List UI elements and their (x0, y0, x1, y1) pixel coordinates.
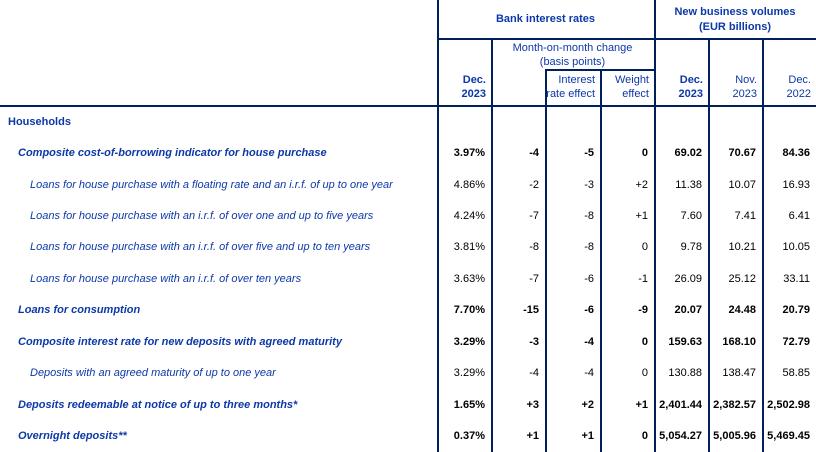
row-label: Households (8, 115, 71, 128)
column-header-volumes-nov-2023 (708, 74, 762, 101)
data-cell: +1 (581, 430, 594, 443)
row-label: Composite cost-of-borrowing indicator for house purchase (18, 147, 327, 160)
data-cell: 2,382.57 (713, 398, 756, 411)
data-cell: 3.97% (453, 147, 485, 160)
column-header-rate-dec-2023 (437, 74, 491, 101)
data-cell: 10.05 (782, 241, 810, 254)
group-header-new-business-volumes (655, 5, 815, 35)
data-cell: 2,502.98 (767, 398, 810, 411)
data-cell: 11.38 (675, 178, 702, 191)
data-cell: 138.47 (722, 367, 756, 380)
data-cell: -8 (584, 210, 594, 223)
table-row (0, 106, 816, 137)
column-header-line: 2022 (786, 87, 811, 100)
data-cell: 20.79 (782, 304, 810, 317)
data-cell: 84.36 (782, 147, 810, 160)
data-cell: 168.10 (722, 335, 756, 348)
column-header-line: Dec. (679, 74, 703, 86)
column-header-line: Dec. (788, 74, 811, 86)
table-row (0, 389, 816, 420)
column-header-line: Nov. (735, 74, 757, 86)
data-cell: +3 (526, 398, 539, 411)
data-cell: -6 (584, 272, 594, 285)
data-cell: 3.81% (453, 241, 485, 254)
data-cell: 26.09 (674, 272, 702, 285)
data-cell: 69.02 (674, 147, 702, 160)
data-cell: +1 (635, 210, 648, 223)
data-cell: -2 (529, 178, 539, 191)
table-rows (0, 106, 816, 452)
table-row (0, 420, 816, 451)
data-cell: 0 (641, 241, 648, 254)
data-cell: -4 (584, 367, 594, 380)
data-cell: 4.86% (453, 178, 485, 191)
group-header-bank-interest-rates: Bank interest rates (495, 13, 596, 25)
data-cell: +2 (635, 178, 648, 191)
data-cell: 0 (641, 335, 648, 348)
column-header-line: 2023 (678, 87, 703, 100)
data-cell: 2,401.44 (659, 398, 702, 411)
data-cell: 24.48 (728, 304, 756, 317)
data-cell: -7 (529, 272, 539, 285)
table-row (0, 200, 816, 231)
data-cell: 7.41 (734, 210, 756, 223)
data-cell: -8 (529, 241, 539, 254)
data-cell: 3.29% (453, 367, 485, 380)
table-row (0, 295, 816, 326)
column-header-line: Interest (558, 74, 595, 86)
data-cell: 5,005.96 (713, 430, 756, 443)
data-cell: -4 (529, 367, 539, 380)
data-cell: -3 (584, 178, 594, 191)
data-cell: -6 (584, 304, 594, 317)
row-label: Loans for house purchase with an i.r.f. of over one and up to five years (30, 210, 374, 223)
data-cell: 20.07 (674, 304, 702, 317)
table-row (0, 358, 816, 389)
data-cell: 9.78 (680, 241, 702, 254)
data-cell: 33.11 (783, 272, 810, 285)
data-cell: 159.63 (668, 335, 702, 348)
column-header-line: 2023 (461, 87, 486, 100)
column-header-volumes-dec-2022 (762, 74, 816, 101)
row-label: Deposits with an agreed maturity of up to one year (30, 367, 276, 380)
data-cell: -1 (638, 272, 648, 285)
data-cell: 5,469.45 (767, 430, 810, 443)
data-cell: -15 (523, 304, 539, 317)
data-cell: -9 (638, 304, 648, 317)
row-label: Overnight deposits** (18, 430, 127, 443)
row-label: Loans for consumption (18, 304, 141, 317)
rule-under-group-headers (437, 38, 816, 40)
table-row (0, 326, 816, 357)
row-label: Loans for house purchase with an i.r.f. of over ten years (30, 272, 302, 285)
data-cell: 25.12 (728, 272, 756, 285)
row-label: Loans for house purchase with a floating rate and an i.r.f. of up to one year (30, 178, 393, 191)
data-cell: 0.37% (453, 430, 485, 443)
column-header-interest-rate-effect (545, 74, 600, 101)
data-cell: 3.63% (453, 272, 485, 285)
subheader-mom-line2: (basis points) (539, 55, 606, 68)
data-cell: 7.70% (453, 304, 485, 317)
data-cell: +1 (526, 430, 539, 443)
data-cell: -8 (584, 241, 594, 254)
data-cell: -4 (584, 335, 594, 348)
subheader-mom-line1: Month-on-month change (512, 42, 633, 54)
row-label: Loans for house purchase with an i.r.f. of over five and up to ten years (30, 241, 371, 254)
data-cell: 6.41 (788, 210, 810, 223)
data-cell: -4 (529, 147, 539, 160)
row-label: Composite interest rate for new deposits with agreed maturity (18, 335, 342, 348)
data-cell: 4.24% (453, 210, 485, 223)
data-cell: 70.67 (728, 147, 756, 160)
data-cell: 7.60 (680, 210, 702, 223)
data-cell: +2 (581, 398, 594, 411)
group-header-volumes-line2: (EUR billions) (698, 21, 772, 33)
column-header-weight-effect (600, 74, 654, 101)
subheader-mom-change (492, 42, 653, 69)
data-cell: 10.07 (728, 178, 756, 191)
data-cell: 0 (641, 147, 648, 160)
column-header-line: rate effect (546, 87, 595, 100)
column-header-line: 2023 (732, 87, 757, 100)
column-header-line: Dec. (462, 74, 486, 86)
data-cell: 130.88 (668, 367, 702, 380)
data-cell: 3.29% (453, 335, 485, 348)
row-label: Deposits redeemable at notice of up to three months* (18, 398, 298, 411)
group-header-volumes-line1: New business volumes (674, 6, 796, 18)
table-row (0, 137, 816, 168)
data-cell: 0 (641, 367, 648, 380)
column-header-volumes-dec-2023 (654, 74, 708, 101)
column-header-line: Weight (614, 74, 649, 86)
table-row (0, 263, 816, 294)
data-cell: 16.93 (782, 178, 810, 191)
data-cell: 58.85 (782, 367, 810, 380)
data-cell: 1.65% (453, 398, 485, 411)
data-cell: -7 (529, 210, 539, 223)
table-row (0, 232, 816, 263)
table-row (0, 169, 816, 200)
data-cell: -3 (529, 335, 539, 348)
data-cell: 72.79 (782, 335, 810, 348)
data-cell: 10.21 (728, 241, 756, 254)
rule-under-mom-header (545, 69, 654, 71)
data-cell: +1 (635, 398, 648, 411)
data-cell: -5 (584, 147, 594, 160)
column-header-line: effect (622, 87, 649, 100)
data-cell: 0 (641, 430, 648, 443)
data-cell: 5,054.27 (659, 430, 702, 443)
